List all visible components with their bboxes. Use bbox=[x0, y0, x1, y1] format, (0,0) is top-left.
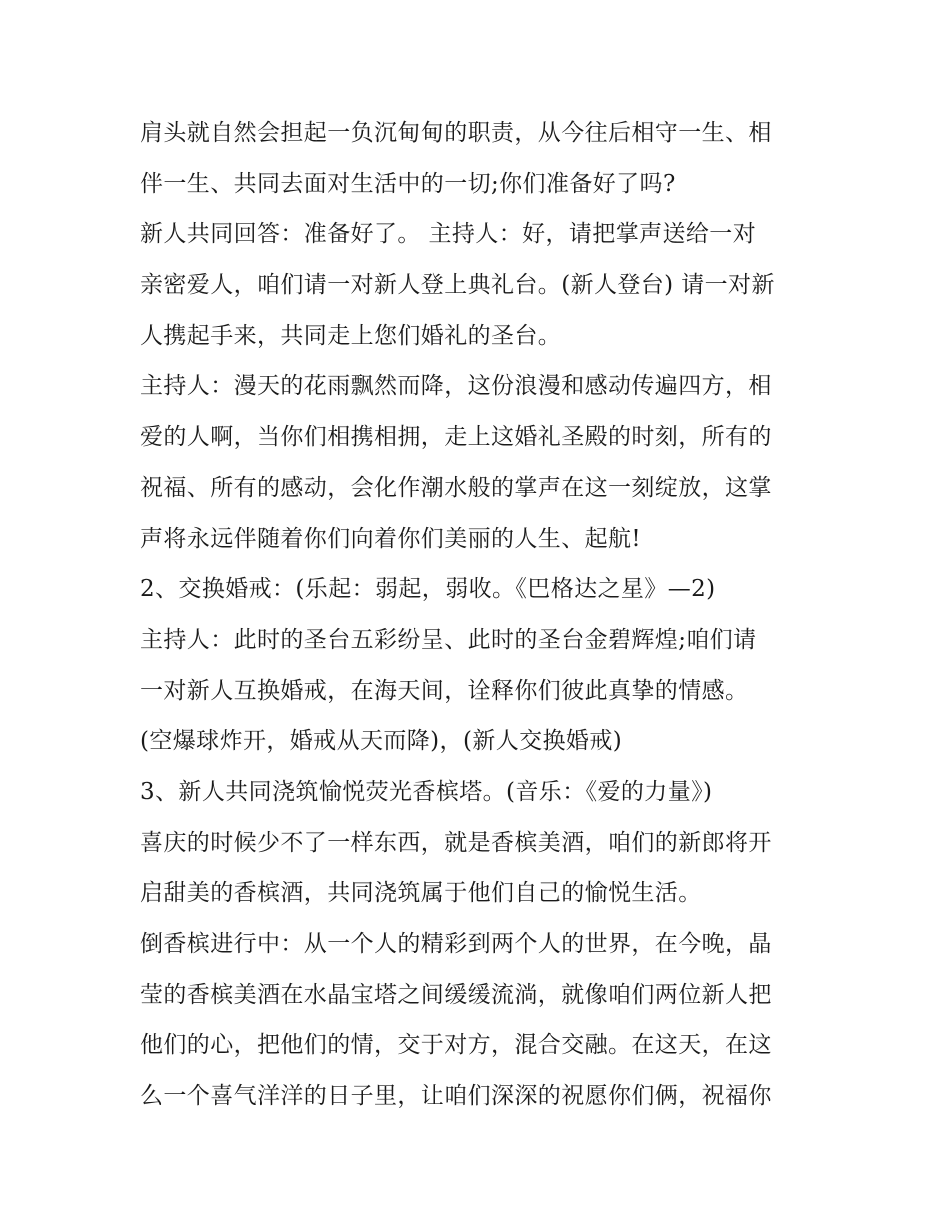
text-line: 倒香槟进行中：从一个人的精彩到两个人的世界，在今晚，晶 bbox=[140, 931, 772, 957]
text-line: 启甜美的香槟酒，共同浇筑属于他们自己的愉悦生活。 bbox=[140, 880, 702, 907]
text-line: 亲密爱人，咱们请一对新人登上典礼台。(新人登台) 请一对新 bbox=[140, 272, 775, 299]
text-line: 主持人：漫天的花雨飘然而降，这份浪漫和感动传遍四方，相 bbox=[140, 373, 772, 400]
text-line: (空爆球炸开，婚戒从天而降)，(新人交换婚戒) bbox=[140, 728, 623, 755]
text-line: 爱的人啊，当你们相携相拥，走上这婚礼圣殿的时刻，所有的 bbox=[140, 424, 772, 451]
text-line: 莹的香槟美酒在水晶宝塔之间缓缓流淌，就像咱们两位新人把 bbox=[140, 981, 772, 1008]
text-line: 他们的心，把他们的情，交于对方，混合交融。在这天，在这 bbox=[140, 1032, 772, 1059]
text-line: 肩头就自然会担起一负沉甸甸的职责，从今往后相守一生、相 bbox=[140, 120, 772, 146]
text-line: 伴一生、共同去面对生活中的一切;你们准备好了吗? bbox=[140, 170, 676, 197]
section-heading: 3、新人共同浇筑愉悦荧光香槟塔。(音乐：《爱的力量》) bbox=[140, 778, 713, 805]
text-line: 新人共同回答：准备好了。 主持人：好，请把掌声送给一对 bbox=[140, 221, 757, 248]
text-line: 声将永远伴随着你们向着你们美丽的人生、起航! bbox=[140, 525, 642, 552]
text-line: 么一个喜气洋洋的日子里，让咱们深深的祝愿你们俩，祝福你 bbox=[140, 1083, 772, 1110]
body-text bbox=[140, 108, 820, 1122]
text-line: 一对新人互换婚戒，在海天间，诠释你们彼此真挚的情感。 bbox=[140, 677, 749, 704]
text-line: 喜庆的时候少不了一样东西，就是香槟美酒，咱们的新郎将开 bbox=[140, 829, 772, 856]
section-heading: 2、交换婚戒：(乐起：弱起，弱收。《巴格达之星》—2) bbox=[140, 576, 716, 603]
text-line: 主持人：此时的圣台五彩纷呈、此时的圣台金碧辉煌;咱们请 bbox=[140, 626, 757, 653]
text-line: 祝福、所有的感动，会化作潮水般的掌声在这一刻绽放，这掌 bbox=[140, 474, 772, 501]
text-line: 人携起手来，共同走上您们婚礼的圣台。 bbox=[140, 322, 562, 349]
